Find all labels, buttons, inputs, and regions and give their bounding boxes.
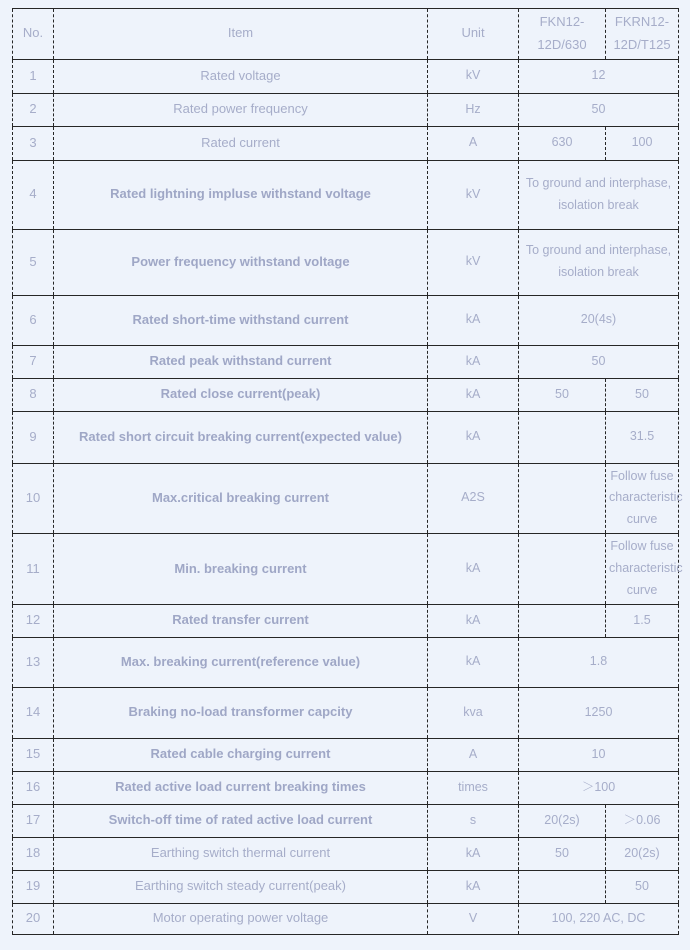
row-no: 6 — [13, 295, 54, 345]
table-header-row — [13, 9, 679, 60]
unit-cell: kA — [428, 295, 519, 345]
table-row — [13, 93, 679, 126]
header-model-fkrn12: FKRN12-12D/T125 — [606, 9, 679, 60]
row-no: 9 — [13, 411, 54, 463]
unit-cell: kV — [428, 59, 519, 93]
value-cell-fkn12 — [519, 411, 606, 463]
unit-cell: Hz — [428, 93, 519, 126]
value-cell-merged: 1250 — [519, 687, 679, 738]
unit-cell: A — [428, 126, 519, 160]
item-cell: Earthing switch steady current(peak) — [54, 870, 428, 903]
value-cell-fkn12 — [519, 534, 606, 605]
row-no: 12 — [13, 604, 54, 637]
value-cell-fkrn12: Follow fuse characteristic curve — [606, 463, 679, 534]
row-no: 17 — [13, 804, 54, 837]
unit-cell: s — [428, 804, 519, 837]
specification-table — [12, 8, 683, 935]
row-no: 20 — [13, 903, 54, 934]
value-cell-merged: 20(4s) — [519, 295, 679, 345]
item-cell: Rated power frequency — [54, 93, 428, 126]
table-row — [13, 903, 679, 934]
item-cell: Rated peak withstand current — [54, 345, 428, 378]
table-row — [13, 295, 679, 345]
table-row — [13, 345, 679, 378]
table-row — [13, 870, 679, 903]
value-cell-fkn12 — [519, 604, 606, 637]
value-cell-merged: To ground and interphase, isolation break — [519, 160, 679, 229]
table-row — [13, 804, 679, 837]
row-no: 16 — [13, 771, 54, 804]
row-no: 4 — [13, 160, 54, 229]
unit-cell: kA — [428, 870, 519, 903]
item-cell: Braking no-load transformer capcity — [54, 687, 428, 738]
header-model-fkn12: FKN12-12D/630 — [519, 9, 606, 60]
item-cell: Earthing switch thermal current — [54, 837, 428, 870]
value-cell-fkn12 — [519, 870, 606, 903]
table-row — [13, 411, 679, 463]
unit-cell: kA — [428, 345, 519, 378]
table-row — [13, 463, 679, 534]
row-no: 15 — [13, 738, 54, 771]
table-row — [13, 687, 679, 738]
unit-cell: kV — [428, 160, 519, 229]
unit-cell: kA — [428, 604, 519, 637]
item-cell: Max. breaking current(reference value) — [54, 637, 428, 687]
unit-cell: kA — [428, 637, 519, 687]
item-cell: Rated lightning impluse withstand voltage — [54, 160, 428, 229]
value-cell-fkrn12: 50 — [606, 870, 679, 903]
unit-cell: V — [428, 903, 519, 934]
table-row — [13, 126, 679, 160]
item-cell: Rated close current(peak) — [54, 378, 428, 411]
unit-cell: kA — [428, 411, 519, 463]
value-cell-merged: 50 — [519, 93, 679, 126]
row-no: 14 — [13, 687, 54, 738]
item-cell: Rated cable charging current — [54, 738, 428, 771]
item-cell: Rated current — [54, 126, 428, 160]
value-cell-fkrn12: ＞0.06 — [606, 804, 679, 837]
unit-cell: A2S — [428, 463, 519, 534]
item-cell: Rated short circuit breaking current(expected value) — [54, 411, 428, 463]
value-cell-merged: 12 — [519, 59, 679, 93]
item-cell: Rated transfer current — [54, 604, 428, 637]
table-row — [13, 59, 679, 93]
value-cell-fkn12: 50 — [519, 378, 606, 411]
item-cell: Motor operating power voltage — [54, 903, 428, 934]
row-no: 7 — [13, 345, 54, 378]
table-row — [13, 229, 679, 295]
item-cell: Switch-off time of rated active load current — [54, 804, 428, 837]
value-cell-fkn12: 630 — [519, 126, 606, 160]
value-cell-fkn12: 50 — [519, 837, 606, 870]
table-row — [13, 160, 679, 229]
row-no: 18 — [13, 837, 54, 870]
table-row — [13, 378, 679, 411]
row-no: 1 — [13, 59, 54, 93]
value-cell-merged: 50 — [519, 345, 679, 378]
unit-cell: kva — [428, 687, 519, 738]
unit-cell: kV — [428, 229, 519, 295]
item-cell: Rated active load current breaking times — [54, 771, 428, 804]
unit-cell: times — [428, 771, 519, 804]
unit-cell: kA — [428, 534, 519, 605]
item-cell: Min. breaking current — [54, 534, 428, 605]
value-cell-fkrn12: Follow fuse characteristic curve — [606, 534, 679, 605]
value-cell-fkrn12: 31.5 — [606, 411, 679, 463]
row-no: 13 — [13, 637, 54, 687]
table-row — [13, 771, 679, 804]
value-cell-fkrn12: 50 — [606, 378, 679, 411]
table-row — [13, 837, 679, 870]
unit-cell: kA — [428, 378, 519, 411]
value-cell-merged: To ground and interphase, isolation break — [519, 229, 679, 295]
item-cell: Rated voltage — [54, 59, 428, 93]
row-no: 3 — [13, 126, 54, 160]
value-cell-merged: ＞100 — [519, 771, 679, 804]
value-cell-fkn12: 20(2s) — [519, 804, 606, 837]
value-cell-fkn12 — [519, 463, 606, 534]
table-row — [13, 637, 679, 687]
row-no: 19 — [13, 870, 54, 903]
item-cell: Rated short-time withstand current — [54, 295, 428, 345]
unit-cell: A — [428, 738, 519, 771]
value-cell-merged: 1.8 — [519, 637, 679, 687]
value-cell-fkrn12: 20(2s) — [606, 837, 679, 870]
value-cell-fkrn12: 1.5 — [606, 604, 679, 637]
header-unit: Unit — [428, 9, 519, 60]
unit-cell: kA — [428, 837, 519, 870]
table-row — [13, 604, 679, 637]
item-cell: Max.critical breaking current — [54, 463, 428, 534]
table-row — [13, 534, 679, 605]
item-cell: Power frequency withstand voltage — [54, 229, 428, 295]
row-no: 8 — [13, 378, 54, 411]
table-row — [13, 738, 679, 771]
value-cell-merged: 10 — [519, 738, 679, 771]
row-no: 2 — [13, 93, 54, 126]
row-no: 5 — [13, 229, 54, 295]
row-no: 10 — [13, 463, 54, 534]
value-cell-merged: 100, 220 AC, DC — [519, 903, 679, 934]
header-item: Item — [54, 9, 428, 60]
row-no: 11 — [13, 534, 54, 605]
value-cell-fkrn12: 100 — [606, 126, 679, 160]
header-no: No. — [13, 9, 54, 60]
